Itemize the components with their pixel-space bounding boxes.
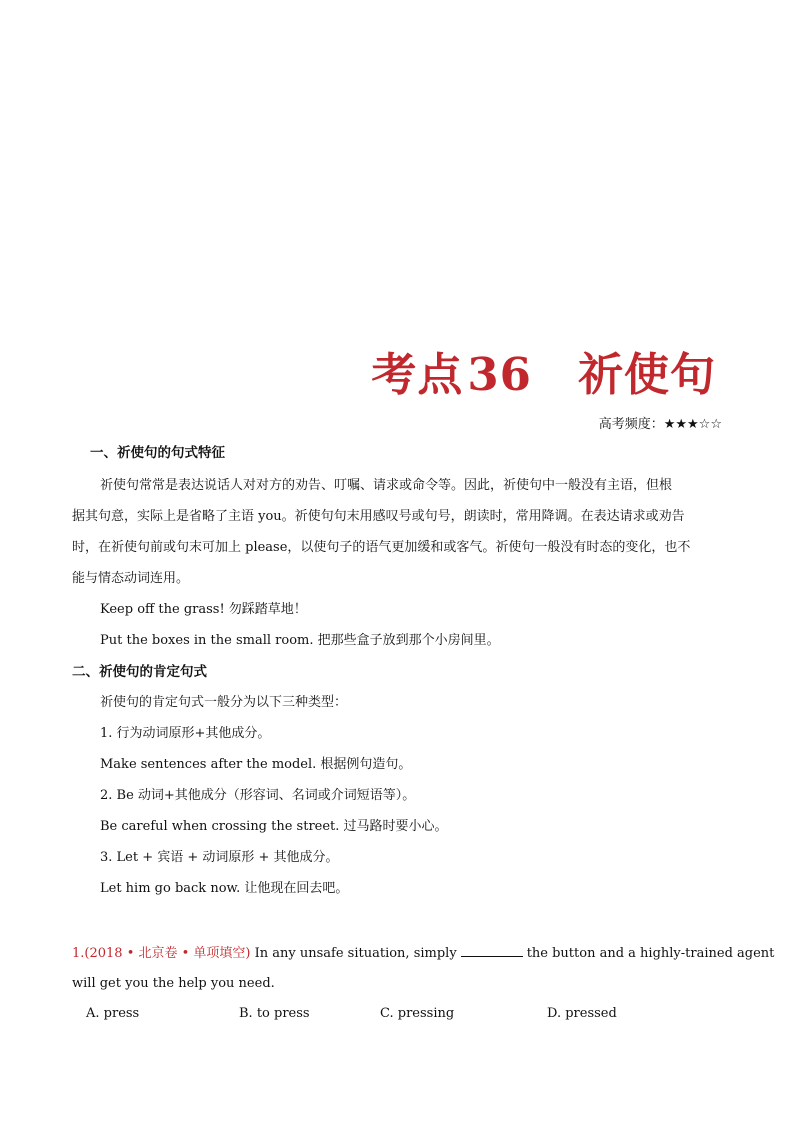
section1-paragraph-line: 据其句意，实际上是省略了主语 you。祈使句句末用感叹号或句号，朗读时，常用降调。在表达请求或劝告 <box>72 509 685 524</box>
option-a: A. press <box>86 1006 140 1021</box>
frequency-rating <box>599 413 722 432</box>
title-part1: 考点 <box>371 348 464 401</box>
question-text: the button and a highly-trained agent <box>526 946 775 961</box>
option-d: D. pressed <box>547 1006 617 1021</box>
section1-paragraph-line: 能与情态动词连用。 <box>72 571 190 586</box>
section2-type: 1. 行为动词原形+其他成分。 <box>100 726 271 741</box>
question-stem-line2: will get you the help you need. <box>72 976 275 991</box>
frequency-label: 高考频度： <box>598 417 664 432</box>
page-title <box>371 338 716 403</box>
star-rating-icon: ★★★☆☆ <box>663 417 722 432</box>
section2-intro: 祈使句的肯定句式一般分为以下三种类型： <box>100 695 348 710</box>
section2-example: Make sentences after the model. 根据例句造句。 <box>100 757 412 772</box>
option-b: B. to press <box>239 1006 310 1021</box>
question-stem <box>72 944 774 963</box>
answer-blank <box>461 944 523 957</box>
title-part2: 祈使句 <box>577 348 716 401</box>
section1-example: Put the boxes in the small room. 把那些盒子放到那个小房间里。 <box>100 633 500 648</box>
section1-example: Keep off the grass! 勿踩踏草地！ <box>100 602 307 617</box>
option-c: C. pressing <box>380 1006 455 1021</box>
section2-example: Be careful when crossing the street. 过马路时要小心。 <box>100 819 448 834</box>
title-number: 36 <box>467 348 532 401</box>
question-number: 1. <box>72 946 85 961</box>
section2-type: 3. Let + 宾语 + 动词原形 + 其他成分。 <box>100 850 339 865</box>
section1-paragraph-line: 时，在祈使句前或句末可加上 please，以使句子的语气更加缓和或客气。祈使句一般没有时态的变化，也不 <box>72 540 691 555</box>
section1-heading: 一、祈使句的句式特征 <box>90 445 225 461</box>
question-source: (2018 • 北京卷 • 单项填空) <box>84 946 251 961</box>
section2-type: 2. Be 动词+其他成分（形容词、名词或介词短语等）。 <box>100 788 416 803</box>
section1-paragraph-line: 祈使句常常是表达说话人对对方的劝告、叮嘱、请求或命令等。因此，祈使句中一般没有主语，但根 <box>100 478 673 493</box>
question-text: In any unsafe situation, simply <box>250 946 457 961</box>
section2-example: Let him go back now. 让他现在回去吧。 <box>100 881 349 896</box>
section2-heading: 二、祈使句的肯定句式 <box>72 664 207 680</box>
